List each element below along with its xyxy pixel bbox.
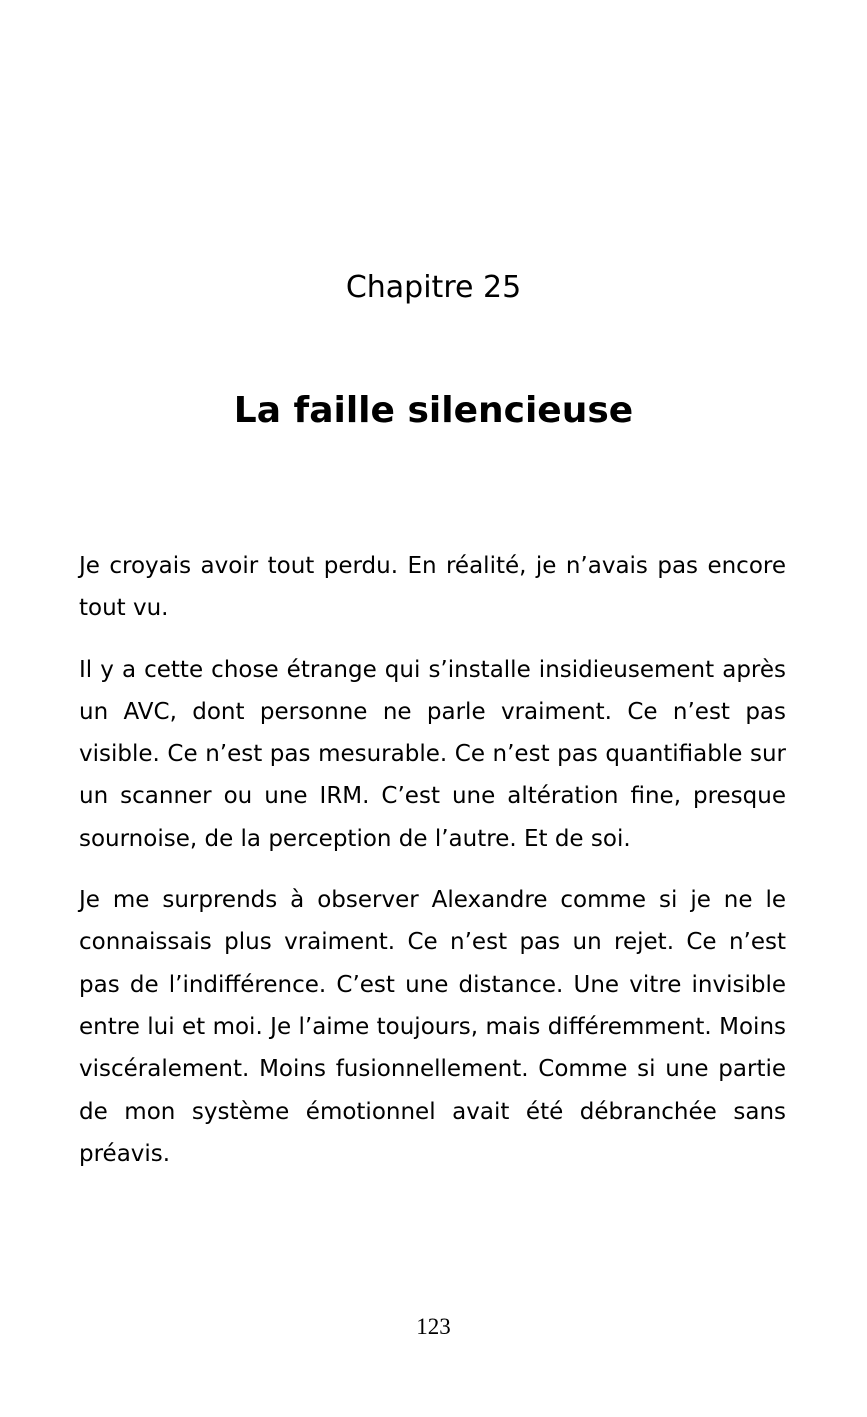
paragraph: Il y a cette chose étrange qui s’installe insidieusement après un AVC, dont personne ne parle vraiment. Ce n’est pas visible. Ce n’est pas mesurable. Ce n’est pas quantifiable sur un scanner ou une IRM. C’est une altération fine, presque sournoise, de la perception de l’autre. Et de soi.: [79, 656, 786, 852]
chapter-body: [79, 545, 786, 1194]
paragraph: Je croyais avoir tout perdu. En réalité, je n’avais pas encore tout vu.: [79, 553, 786, 622]
page-number: 123: [416, 1314, 451, 1339]
paragraph: Je me surprends à observer Alexandre comme si je ne le connaissais plus vraiment. Ce n’est pas un rejet. Ce n’est pas de l’indifférence. C’est une distance. Une vitre invisible entre lui et moi. Je l’aime toujours, mais différemment. Moins viscéralement. Moins fusionnellement. Comme si une partie de mon système émotionnel avait été débranchée sans préavis.: [79, 887, 786, 1167]
chapter-number: Chapitre 25: [345, 270, 522, 305]
chapter-title: La faille silencieuse: [233, 390, 634, 431]
